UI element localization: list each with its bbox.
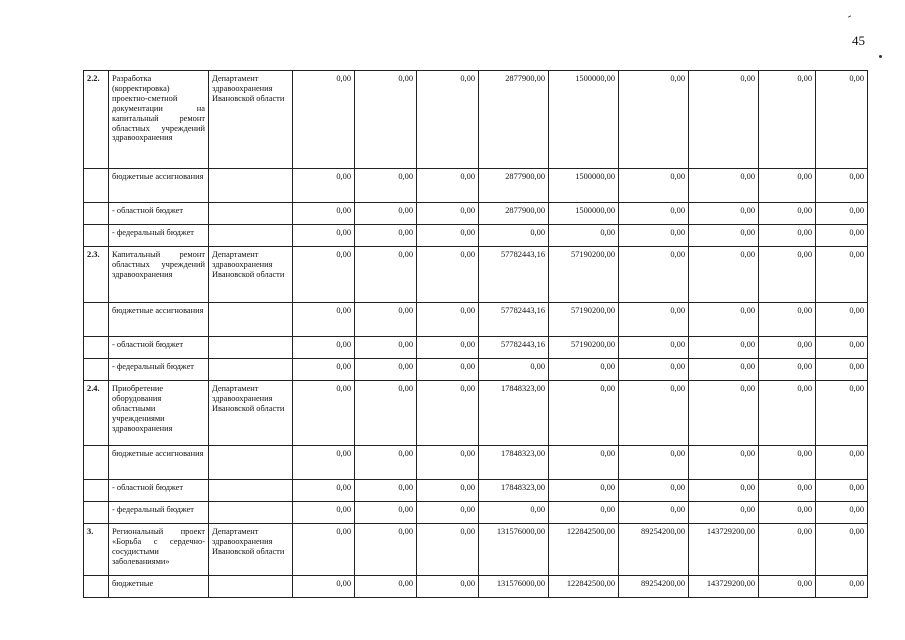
- value-cell: 0,00: [355, 576, 417, 598]
- value-cell: 0,00: [689, 359, 759, 381]
- value-cell: 0,00: [619, 303, 689, 337]
- row-number: [84, 169, 109, 203]
- budget-table: [83, 70, 868, 598]
- table-row: [84, 359, 868, 381]
- row-department: [209, 359, 293, 381]
- value-cell: 0,00: [417, 303, 479, 337]
- row-name: бюджетные: [109, 576, 209, 598]
- row-department: [209, 169, 293, 203]
- value-cell: 0,00: [293, 524, 355, 576]
- row-number: [84, 203, 109, 225]
- value-cell: 0,00: [479, 502, 549, 524]
- value-cell: 1500000,00: [549, 203, 619, 225]
- value-cell: 2877900,00: [479, 169, 549, 203]
- value-cell: 0,00: [417, 71, 479, 169]
- value-cell: 89254200,00: [619, 576, 689, 598]
- row-name: - федеральный бюджет: [109, 359, 209, 381]
- row-department: Департамент здравоохранения Ивановской области: [209, 524, 293, 576]
- value-cell: 0,00: [689, 303, 759, 337]
- value-cell: 0,00: [293, 337, 355, 359]
- value-cell: 57782443,16: [479, 337, 549, 359]
- scan-dot: [879, 55, 882, 58]
- table-row: [84, 502, 868, 524]
- value-cell: 131576000,00: [479, 576, 549, 598]
- value-cell: 0,00: [293, 303, 355, 337]
- value-cell: 0,00: [417, 337, 479, 359]
- row-number: 2.4.: [84, 381, 109, 446]
- value-cell: 0,00: [549, 225, 619, 247]
- row-department: Департамент здравоохранения Ивановской области: [209, 247, 293, 303]
- table-row: [84, 381, 868, 446]
- value-cell: 0,00: [619, 203, 689, 225]
- value-cell: 0,00: [355, 524, 417, 576]
- value-cell: 57190200,00: [549, 247, 619, 303]
- value-cell: 0,00: [355, 337, 417, 359]
- table-row: [84, 225, 868, 247]
- value-cell: 17848323,00: [479, 446, 549, 480]
- value-cell: 0,00: [816, 502, 868, 524]
- value-cell: 0,00: [689, 169, 759, 203]
- row-department: [209, 337, 293, 359]
- value-cell: 0,00: [549, 480, 619, 502]
- row-number: [84, 576, 109, 598]
- value-cell: 0,00: [355, 303, 417, 337]
- value-cell: 0,00: [619, 381, 689, 446]
- value-cell: 0,00: [293, 381, 355, 446]
- value-cell: 0,00: [619, 247, 689, 303]
- value-cell: 122842500,00: [549, 524, 619, 576]
- value-cell: 0,00: [689, 337, 759, 359]
- value-cell: 0,00: [355, 359, 417, 381]
- value-cell: 57782443,16: [479, 247, 549, 303]
- value-cell: 0,00: [689, 71, 759, 169]
- value-cell: 0,00: [759, 576, 816, 598]
- table-row: [84, 71, 868, 169]
- value-cell: 0,00: [816, 381, 868, 446]
- value-cell: 57190200,00: [549, 303, 619, 337]
- value-cell: 57190200,00: [549, 337, 619, 359]
- value-cell: 57782443,16: [479, 303, 549, 337]
- row-name: - областной бюджет: [109, 203, 209, 225]
- value-cell: 0,00: [759, 446, 816, 480]
- value-cell: 0,00: [759, 169, 816, 203]
- value-cell: 0,00: [417, 576, 479, 598]
- value-cell: 0,00: [619, 225, 689, 247]
- value-cell: 0,00: [549, 359, 619, 381]
- table-row: [84, 247, 868, 303]
- page-number: 45: [852, 33, 865, 48]
- value-cell: 0,00: [549, 446, 619, 480]
- value-cell: 0,00: [619, 480, 689, 502]
- row-name: Региональный проект «Борьба с сердечно-сосудистыми заболеваниями»: [109, 524, 209, 576]
- value-cell: 0,00: [619, 169, 689, 203]
- value-cell: 0,00: [816, 203, 868, 225]
- value-cell: 0,00: [689, 247, 759, 303]
- value-cell: 0,00: [479, 225, 549, 247]
- row-name: Капитальный ремонт областных учреждений здравоохранения: [109, 247, 209, 303]
- value-cell: 0,00: [759, 381, 816, 446]
- value-cell: 0,00: [689, 502, 759, 524]
- value-cell: 0,00: [417, 247, 479, 303]
- table-row: [84, 480, 868, 502]
- row-name: бюджетные ассигнования: [109, 446, 209, 480]
- value-cell: 0,00: [759, 480, 816, 502]
- value-cell: 143729200,00: [689, 524, 759, 576]
- row-department: [209, 225, 293, 247]
- row-department: [209, 446, 293, 480]
- value-cell: 2877900,00: [479, 203, 549, 225]
- value-cell: 0,00: [816, 169, 868, 203]
- value-cell: 0,00: [816, 359, 868, 381]
- value-cell: 0,00: [619, 359, 689, 381]
- table-row: [84, 576, 868, 598]
- row-department: [209, 303, 293, 337]
- value-cell: 0,00: [355, 71, 417, 169]
- row-name: Разработка (корректировка) проектно-сметной документации на капитальный ремонт областных учреждений здравоохранения: [109, 71, 209, 169]
- row-department: Департамент здравоохранения Ивановской области: [209, 71, 293, 169]
- value-cell: 0,00: [759, 203, 816, 225]
- row-name: - федеральный бюджет: [109, 502, 209, 524]
- value-cell: 0,00: [293, 480, 355, 502]
- value-cell: 0,00: [293, 446, 355, 480]
- row-name: - федеральный бюджет: [109, 225, 209, 247]
- row-name: бюджетные ассигнования: [109, 169, 209, 203]
- row-number: 3.: [84, 524, 109, 576]
- value-cell: 0,00: [293, 247, 355, 303]
- value-cell: 0,00: [355, 203, 417, 225]
- row-name: - областной бюджет: [109, 480, 209, 502]
- value-cell: 0,00: [759, 337, 816, 359]
- value-cell: 0,00: [417, 524, 479, 576]
- value-cell: 0,00: [619, 71, 689, 169]
- row-name: бюджетные ассигнования: [109, 303, 209, 337]
- value-cell: 0,00: [293, 203, 355, 225]
- value-cell: 0,00: [816, 303, 868, 337]
- value-cell: 0,00: [293, 169, 355, 203]
- value-cell: 0,00: [293, 576, 355, 598]
- value-cell: 0,00: [816, 225, 868, 247]
- row-number: [84, 359, 109, 381]
- row-department: Департамент здравоохранения Ивановской области: [209, 381, 293, 446]
- row-number: [84, 502, 109, 524]
- value-cell: 0,00: [759, 247, 816, 303]
- row-department: [209, 203, 293, 225]
- value-cell: 0,00: [417, 446, 479, 480]
- value-cell: 143729200,00: [689, 576, 759, 598]
- row-number: [84, 303, 109, 337]
- row-number: [84, 480, 109, 502]
- value-cell: 2877900,00: [479, 71, 549, 169]
- row-number: 2.3.: [84, 247, 109, 303]
- value-cell: 0,00: [759, 71, 816, 169]
- value-cell: 0,00: [759, 225, 816, 247]
- value-cell: 0,00: [293, 225, 355, 247]
- value-cell: 0,00: [689, 480, 759, 502]
- value-cell: 0,00: [355, 480, 417, 502]
- scan-mark: [848, 15, 851, 17]
- value-cell: 122842500,00: [549, 576, 619, 598]
- value-cell: 0,00: [689, 381, 759, 446]
- value-cell: 0,00: [816, 524, 868, 576]
- value-cell: 0,00: [689, 446, 759, 480]
- value-cell: 0,00: [293, 359, 355, 381]
- value-cell: 0,00: [417, 169, 479, 203]
- value-cell: 0,00: [355, 446, 417, 480]
- row-department: [209, 502, 293, 524]
- table-row: [84, 303, 868, 337]
- value-cell: 1500000,00: [549, 71, 619, 169]
- row-number: [84, 337, 109, 359]
- value-cell: 89254200,00: [619, 524, 689, 576]
- value-cell: 131576000,00: [479, 524, 549, 576]
- value-cell: 0,00: [417, 381, 479, 446]
- value-cell: 0,00: [355, 247, 417, 303]
- value-cell: 0,00: [355, 502, 417, 524]
- value-cell: 17848323,00: [479, 480, 549, 502]
- value-cell: 0,00: [759, 359, 816, 381]
- table-row: [84, 446, 868, 480]
- row-department: [209, 480, 293, 502]
- value-cell: 0,00: [355, 381, 417, 446]
- value-cell: 0,00: [689, 203, 759, 225]
- row-department: [209, 576, 293, 598]
- row-number: 2.2.: [84, 71, 109, 169]
- row-number: [84, 225, 109, 247]
- value-cell: 0,00: [619, 337, 689, 359]
- value-cell: 0,00: [816, 480, 868, 502]
- table-row: [84, 524, 868, 576]
- value-cell: 0,00: [816, 576, 868, 598]
- value-cell: 0,00: [816, 446, 868, 480]
- value-cell: 0,00: [355, 225, 417, 247]
- table-row: [84, 169, 868, 203]
- row-name: - областной бюджет: [109, 337, 209, 359]
- value-cell: 0,00: [759, 524, 816, 576]
- value-cell: 0,00: [759, 303, 816, 337]
- value-cell: 0,00: [417, 480, 479, 502]
- value-cell: 0,00: [816, 71, 868, 169]
- value-cell: 0,00: [293, 502, 355, 524]
- value-cell: 0,00: [293, 71, 355, 169]
- value-cell: 0,00: [355, 169, 417, 203]
- table-row: [84, 337, 868, 359]
- value-cell: 0,00: [549, 381, 619, 446]
- value-cell: 17848323,00: [479, 381, 549, 446]
- value-cell: 0,00: [417, 359, 479, 381]
- value-cell: 0,00: [816, 247, 868, 303]
- value-cell: 0,00: [479, 359, 549, 381]
- value-cell: 0,00: [417, 203, 479, 225]
- value-cell: 0,00: [417, 225, 479, 247]
- value-cell: 0,00: [417, 502, 479, 524]
- value-cell: 1500000,00: [549, 169, 619, 203]
- value-cell: 0,00: [759, 502, 816, 524]
- value-cell: 0,00: [619, 446, 689, 480]
- row-number: [84, 446, 109, 480]
- value-cell: 0,00: [549, 502, 619, 524]
- value-cell: 0,00: [689, 225, 759, 247]
- table-row: [84, 203, 868, 225]
- row-name: Приобретение оборудования областными учреждениями здравоохранения: [109, 381, 209, 446]
- value-cell: 0,00: [619, 502, 689, 524]
- value-cell: 0,00: [816, 337, 868, 359]
